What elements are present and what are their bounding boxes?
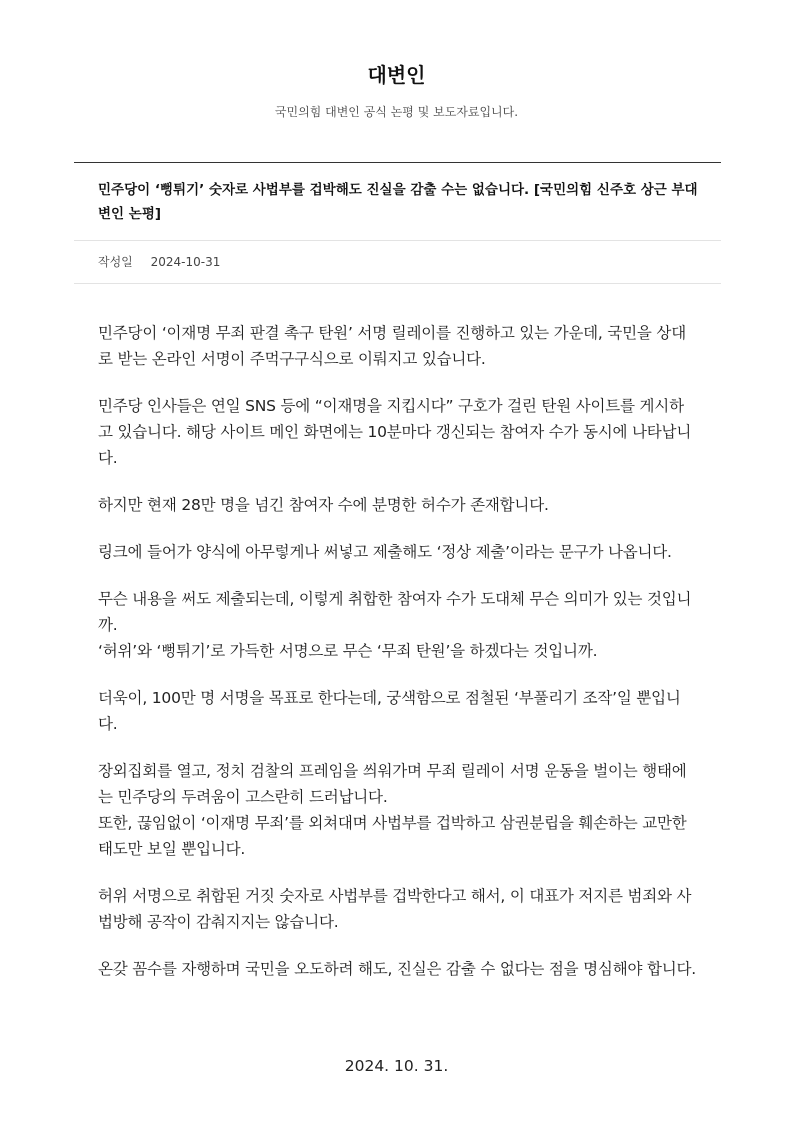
date-value: 2024-10-31 [150, 255, 221, 269]
divider-meta-bottom [74, 283, 721, 284]
paragraph-text: 장외집회를 열고, 정치 검찰의 프레임을 씌워가며 무죄 릴레이 서명 운동을 벌이는 행태에는 민주당의 두려움이 고스란히 드러납니다. [98, 762, 687, 806]
paragraph-text: 하지만 현재 28만 명을 넘긴 참여자 수에 분명한 허수가 존재합니다. [98, 496, 549, 514]
article-meta [98, 251, 220, 273]
paragraph [98, 320, 698, 372]
paragraph-text: 민주당 인사들은 연일 SNS 등에 “이재명을 지킵시다” 구호가 걸린 탄원 사이트를 게시하고 있습니다. 해당 사이트 메인 화면에는 10분마다 갱신되는 참여자 수가 동시에 나타납니다. [98, 397, 692, 467]
paragraph [98, 539, 698, 565]
paragraph-text: ‘허위’와 ‘뻥튀기’로 가득한 서명으로 무슨 ‘무죄 탄원’을 하겠다는 것입니까. [98, 642, 598, 660]
paragraph-text: 무슨 내용을 써도 제출되는데, 이렇게 취합한 참여자 수가 도대체 무슨 의미가 있는 것입니까. [98, 590, 692, 634]
article-body [98, 320, 698, 1003]
paragraph [98, 492, 698, 518]
paragraph [98, 883, 698, 935]
site-title: 대변인 [367, 63, 426, 87]
closing-date: 2024. 10. 31. [344, 1057, 449, 1075]
paragraph-text: 더욱이, 100만 명 서명을 목표로 한다는데, 궁색함으로 점철된 ‘부풀리기 조작’일 뿐입니다. [98, 689, 681, 733]
divider-top [74, 162, 721, 163]
paragraph-text: 또한, 끊임없이 ‘이재명 무죄’를 외쳐대며 사법부를 겁박하고 삼권분립을 훼손하는 교만한 태도만 보일 뿐입니다. [98, 814, 687, 858]
paragraph-text: 허위 서명으로 취합된 거짓 숫자로 사법부를 겁박한다고 해서, 이 대표가 저지른 범죄와 사법방해 공작이 감춰지지는 않습니다. [98, 887, 692, 931]
divider-meta-top [74, 240, 721, 241]
article-title: 민주당이 ‘뻥튀기’ 숫자로 사법부를 겁박해도 진실을 감출 수는 없습니다. [국민의힘 신주호 상근 부대변인 논평] [98, 182, 698, 222]
date-label: 작성일 [98, 255, 133, 269]
paragraph [98, 393, 698, 471]
paragraph [98, 956, 698, 982]
paragraph-text: 링크에 들어가 양식에 아무렇게나 써넣고 제출해도 ‘정상 제출’이라는 문구가 나옵니다. [98, 543, 672, 561]
paragraph [98, 586, 698, 664]
paragraph-text: 민주당이 ‘이재명 무죄 판결 촉구 탄원’ 서명 릴레이를 진행하고 있는 가운데, 국민을 상대로 받는 온라인 서명이 주먹구구식으로 이뤄지고 있습니다. [98, 324, 686, 368]
paragraph [98, 685, 698, 737]
paragraph-text: 온갖 꼼수를 자행하며 국민을 오도하려 해도, 진실은 감출 수 없다는 점을 명심해야 합니다. [98, 960, 697, 978]
paragraph [98, 758, 698, 862]
site-subtitle: 국민의힘 대변인 공식 논평 및 보도자료입니다. [274, 105, 519, 119]
